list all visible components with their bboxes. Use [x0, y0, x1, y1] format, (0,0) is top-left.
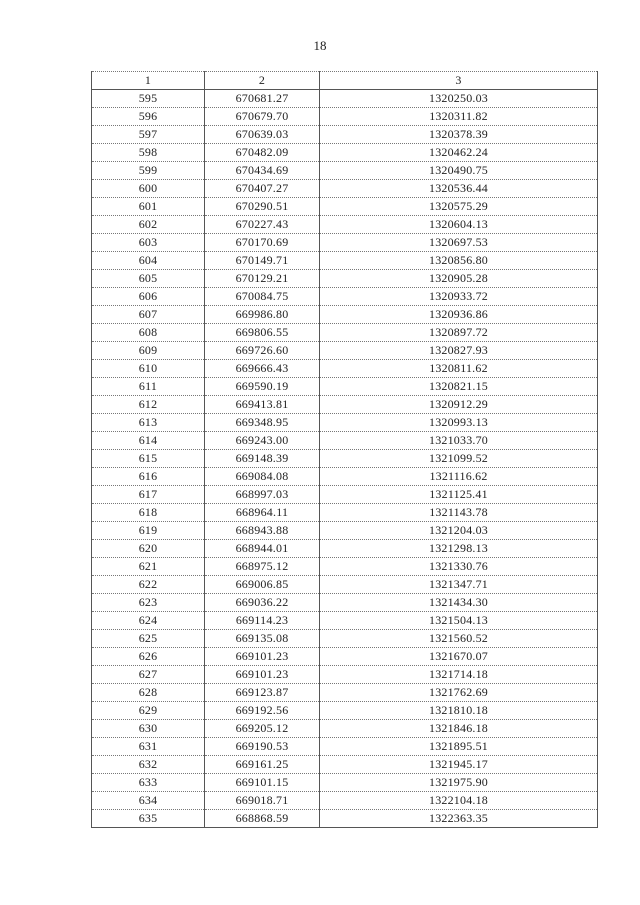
x-coordinate-cell: 669190.53 — [205, 738, 320, 756]
x-coordinate-cell: 669135.08 — [205, 630, 320, 648]
table-row — [92, 648, 598, 666]
x-coordinate-cell: 670170.69 — [205, 234, 320, 252]
y-coordinate-cell: 1321298.13 — [320, 540, 598, 558]
point-number-cell: 610 — [92, 360, 205, 378]
y-coordinate-cell: 1321347.71 — [320, 576, 598, 594]
table-row — [92, 432, 598, 450]
y-coordinate-cell: 1321714.18 — [320, 666, 598, 684]
y-coordinate-cell: 1321116.62 — [320, 468, 598, 486]
y-coordinate-cell: 1320905.28 — [320, 270, 598, 288]
table-row — [92, 684, 598, 702]
point-number-cell: 632 — [92, 756, 205, 774]
x-coordinate-cell: 670084.75 — [205, 288, 320, 306]
table-row — [92, 108, 598, 126]
y-coordinate-cell: 1321762.69 — [320, 684, 598, 702]
table-row — [92, 792, 598, 810]
table-row — [92, 252, 598, 270]
table-row — [92, 378, 598, 396]
point-number-cell: 598 — [92, 144, 205, 162]
y-coordinate-cell: 1320912.29 — [320, 396, 598, 414]
x-coordinate-cell: 669101.23 — [205, 666, 320, 684]
x-coordinate-cell: 669148.39 — [205, 450, 320, 468]
table-row — [92, 612, 598, 630]
y-coordinate-cell: 1321504.13 — [320, 612, 598, 630]
table-row — [92, 540, 598, 558]
x-coordinate-cell: 669018.71 — [205, 792, 320, 810]
y-coordinate-cell: 1321810.18 — [320, 702, 598, 720]
x-coordinate-cell: 669101.15 — [205, 774, 320, 792]
x-coordinate-cell: 669726.60 — [205, 342, 320, 360]
point-number-cell: 604 — [92, 252, 205, 270]
x-coordinate-cell: 669036.22 — [205, 594, 320, 612]
point-number-cell: 595 — [92, 90, 205, 108]
y-coordinate-cell: 1320827.93 — [320, 342, 598, 360]
x-coordinate-cell: 668943.88 — [205, 522, 320, 540]
point-number-cell: 612 — [92, 396, 205, 414]
table-row — [92, 576, 598, 594]
y-coordinate-cell: 1320811.62 — [320, 360, 598, 378]
point-number-cell: 609 — [92, 342, 205, 360]
table-row — [92, 180, 598, 198]
y-coordinate-cell: 1320821.15 — [320, 378, 598, 396]
x-coordinate-cell: 670129.21 — [205, 270, 320, 288]
table-row — [92, 738, 598, 756]
y-coordinate-cell: 1321895.51 — [320, 738, 598, 756]
y-coordinate-cell: 1320575.29 — [320, 198, 598, 216]
table-row — [92, 558, 598, 576]
point-number-cell: 619 — [92, 522, 205, 540]
y-coordinate-cell: 1320604.13 — [320, 216, 598, 234]
table-row — [92, 702, 598, 720]
x-coordinate-cell: 669243.00 — [205, 432, 320, 450]
table-row — [92, 144, 598, 162]
table-row — [92, 198, 598, 216]
x-coordinate-cell: 668868.59 — [205, 810, 320, 828]
x-coordinate-cell: 669590.19 — [205, 378, 320, 396]
table-row — [92, 396, 598, 414]
x-coordinate-cell: 670227.43 — [205, 216, 320, 234]
y-coordinate-cell: 1320311.82 — [320, 108, 598, 126]
table-row — [92, 486, 598, 504]
table-row — [92, 468, 598, 486]
table-row — [92, 774, 598, 792]
y-coordinate-cell: 1321670.07 — [320, 648, 598, 666]
x-coordinate-cell: 669192.56 — [205, 702, 320, 720]
point-number-cell: 621 — [92, 558, 205, 576]
coordinates-table — [91, 71, 598, 828]
x-coordinate-cell: 670434.69 — [205, 162, 320, 180]
x-coordinate-cell: 669348.95 — [205, 414, 320, 432]
table-row — [92, 450, 598, 468]
y-coordinate-cell: 1321099.52 — [320, 450, 598, 468]
table-row — [92, 270, 598, 288]
x-coordinate-cell: 669006.85 — [205, 576, 320, 594]
table-row — [92, 720, 598, 738]
point-number-cell: 599 — [92, 162, 205, 180]
point-number-cell: 613 — [92, 414, 205, 432]
y-coordinate-cell: 1320462.24 — [320, 144, 598, 162]
point-number-cell: 628 — [92, 684, 205, 702]
y-coordinate-cell: 1322104.18 — [320, 792, 598, 810]
x-coordinate-cell: 668975.12 — [205, 558, 320, 576]
y-coordinate-cell: 1321434.30 — [320, 594, 598, 612]
y-coordinate-cell: 1321560.52 — [320, 630, 598, 648]
table-row — [92, 324, 598, 342]
point-number-cell: 623 — [92, 594, 205, 612]
table-row — [92, 216, 598, 234]
table-header-row — [92, 72, 598, 90]
point-number-cell: 606 — [92, 288, 205, 306]
x-coordinate-cell: 669114.23 — [205, 612, 320, 630]
point-number-cell: 597 — [92, 126, 205, 144]
x-coordinate-cell: 669205.12 — [205, 720, 320, 738]
table-row — [92, 810, 598, 828]
point-number-cell: 611 — [92, 378, 205, 396]
table-row — [92, 756, 598, 774]
table-row — [92, 288, 598, 306]
y-coordinate-cell: 1321204.03 — [320, 522, 598, 540]
table-row — [92, 522, 598, 540]
point-number-cell: 601 — [92, 198, 205, 216]
point-number-cell: 626 — [92, 648, 205, 666]
table-row — [92, 414, 598, 432]
x-coordinate-cell: 669101.23 — [205, 648, 320, 666]
point-number-cell: 624 — [92, 612, 205, 630]
y-coordinate-cell: 1320897.72 — [320, 324, 598, 342]
x-coordinate-cell: 669806.55 — [205, 324, 320, 342]
y-coordinate-cell: 1320250.03 — [320, 90, 598, 108]
x-coordinate-cell: 669084.08 — [205, 468, 320, 486]
y-coordinate-cell: 1320933.72 — [320, 288, 598, 306]
y-coordinate-cell: 1322363.35 — [320, 810, 598, 828]
y-coordinate-cell: 1320536.44 — [320, 180, 598, 198]
table-row — [92, 666, 598, 684]
x-coordinate-cell: 670149.71 — [205, 252, 320, 270]
point-number-cell: 603 — [92, 234, 205, 252]
column-header-3: 3 — [320, 72, 598, 90]
point-number-cell: 633 — [92, 774, 205, 792]
table-row — [92, 126, 598, 144]
table-row — [92, 594, 598, 612]
x-coordinate-cell: 669161.25 — [205, 756, 320, 774]
point-number-cell: 618 — [92, 504, 205, 522]
x-coordinate-cell: 669123.87 — [205, 684, 320, 702]
point-number-cell: 607 — [92, 306, 205, 324]
x-coordinate-cell: 668944.01 — [205, 540, 320, 558]
table-row — [92, 162, 598, 180]
point-number-cell: 608 — [92, 324, 205, 342]
point-number-cell: 600 — [92, 180, 205, 198]
y-coordinate-cell: 1320697.53 — [320, 234, 598, 252]
y-coordinate-cell: 1321143.78 — [320, 504, 598, 522]
point-number-cell: 635 — [92, 810, 205, 828]
table-row — [92, 630, 598, 648]
y-coordinate-cell: 1320856.80 — [320, 252, 598, 270]
x-coordinate-cell: 670679.70 — [205, 108, 320, 126]
y-coordinate-cell: 1321945.17 — [320, 756, 598, 774]
point-number-cell: 620 — [92, 540, 205, 558]
x-coordinate-cell: 670639.03 — [205, 126, 320, 144]
point-number-cell: 630 — [92, 720, 205, 738]
coordinates-table-body — [92, 72, 598, 828]
y-coordinate-cell: 1321125.41 — [320, 486, 598, 504]
x-coordinate-cell: 668964.11 — [205, 504, 320, 522]
point-number-cell: 625 — [92, 630, 205, 648]
point-number-cell: 617 — [92, 486, 205, 504]
point-number-cell: 615 — [92, 450, 205, 468]
point-number-cell: 616 — [92, 468, 205, 486]
point-number-cell: 629 — [92, 702, 205, 720]
x-coordinate-cell: 670290.51 — [205, 198, 320, 216]
y-coordinate-cell: 1321975.90 — [320, 774, 598, 792]
table-row — [92, 342, 598, 360]
table-row — [92, 90, 598, 108]
y-coordinate-cell: 1320378.39 — [320, 126, 598, 144]
x-coordinate-cell: 670681.27 — [205, 90, 320, 108]
table-row — [92, 306, 598, 324]
table-row — [92, 360, 598, 378]
x-coordinate-cell: 669986.80 — [205, 306, 320, 324]
y-coordinate-cell: 1321033.70 — [320, 432, 598, 450]
table-row — [92, 234, 598, 252]
x-coordinate-cell: 668997.03 — [205, 486, 320, 504]
y-coordinate-cell: 1321846.18 — [320, 720, 598, 738]
x-coordinate-cell: 669413.81 — [205, 396, 320, 414]
page-number: 18 — [313, 38, 327, 53]
point-number-cell: 627 — [92, 666, 205, 684]
x-coordinate-cell: 669666.43 — [205, 360, 320, 378]
point-number-cell: 596 — [92, 108, 205, 126]
y-coordinate-cell: 1321330.76 — [320, 558, 598, 576]
y-coordinate-cell: 1320490.75 — [320, 162, 598, 180]
y-coordinate-cell: 1320993.13 — [320, 414, 598, 432]
point-number-cell: 614 — [92, 432, 205, 450]
point-number-cell: 602 — [92, 216, 205, 234]
point-number-cell: 622 — [92, 576, 205, 594]
x-coordinate-cell: 670407.27 — [205, 180, 320, 198]
point-number-cell: 634 — [92, 792, 205, 810]
y-coordinate-cell: 1320936.86 — [320, 306, 598, 324]
x-coordinate-cell: 670482.09 — [205, 144, 320, 162]
table-row — [92, 504, 598, 522]
point-number-cell: 605 — [92, 270, 205, 288]
column-header-2: 2 — [205, 72, 320, 90]
column-header-1: 1 — [92, 72, 205, 90]
point-number-cell: 631 — [92, 738, 205, 756]
